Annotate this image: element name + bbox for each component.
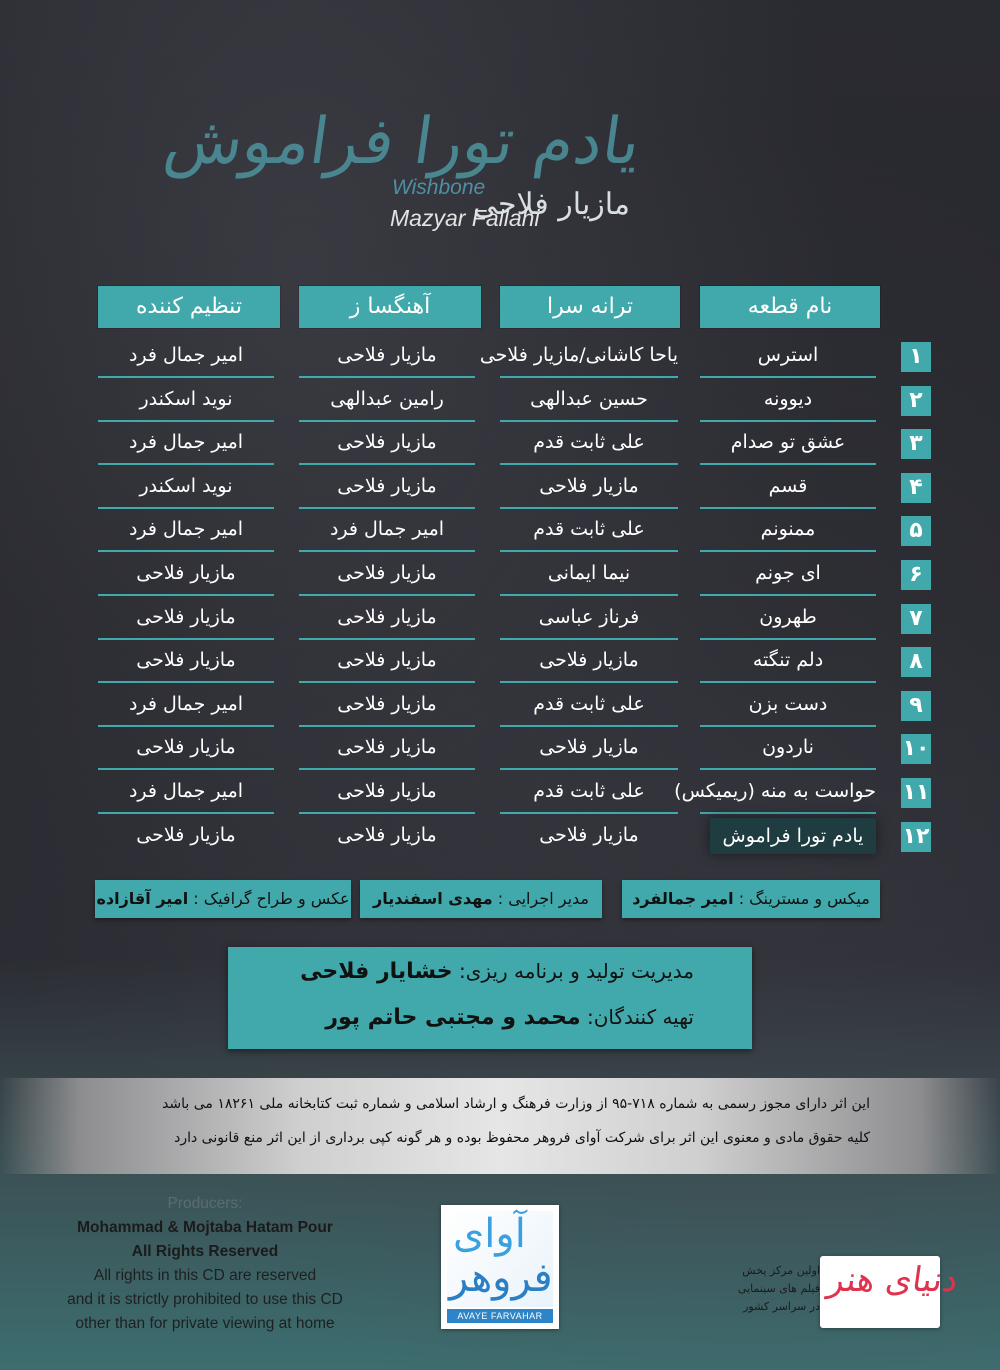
- rights-notice-1: All rights in this CD are reserved: [93, 1267, 317, 1284]
- album-title-fa: یادم تورا فراموش: [159, 105, 646, 179]
- track-12-arranger: مازیار فلاحی: [136, 824, 236, 846]
- track-8-composer: مازیار فلاحی: [299, 639, 475, 683]
- track-11-number-badge: ۱۱: [901, 778, 931, 808]
- distributor-line-2: فیلم های سینمایی: [737, 1282, 820, 1295]
- production-manager-label: مدیریت تولید و برنامه ریزی:: [459, 959, 694, 983]
- track-11-title: حواست به منه (ریمیکس): [700, 770, 876, 814]
- rights-notice-3: other than for private viewing at home: [75, 1315, 335, 1332]
- track-1-lyricist: یاحا کاشانی/مازیار فلاحی: [500, 334, 678, 378]
- track-7-composer: مازیار فلاحی: [299, 596, 475, 640]
- credit-photo-label: عکس و طراح گرافیک :: [193, 889, 350, 908]
- credit-photo-name: امیر آقازاده: [96, 889, 189, 908]
- rights-reserved: All Rights Reserved: [131, 1243, 279, 1260]
- avaye-farvahar-logo: [441, 1205, 559, 1329]
- track-4-composer: مازیار فلاحی: [299, 465, 475, 509]
- track-9-composer: مازیار فلاحی: [299, 683, 475, 727]
- track-10-composer: مازیار فلاحی: [299, 726, 475, 770]
- track-5-composer: امیر جمال فرد: [299, 508, 475, 552]
- track-11-arranger: امیر جمال فرد: [98, 770, 274, 814]
- track-12-title: یادم تورا فراموش: [710, 818, 876, 854]
- track-2-lyricist: حسین عبدالهی: [500, 378, 678, 422]
- credit-photo-graphics: [95, 880, 351, 918]
- track-4-number-badge: ۴: [901, 473, 931, 503]
- track-8-arranger: مازیار فلاحی: [98, 639, 274, 683]
- artist-name-en: Mazyar Fallahi: [390, 205, 540, 231]
- track-7-title: طهرون: [700, 596, 876, 640]
- track-9-arranger: امیر جمال فرد: [98, 683, 274, 727]
- track-2-composer: رامین عبدالهی: [299, 378, 475, 422]
- track-4-lyricist: مازیار فلاحی: [500, 465, 678, 509]
- distributor-tagline: [728, 1262, 820, 1316]
- header-arranger: تنظیم کننده: [98, 286, 280, 328]
- track-5-title: ممنونم: [700, 508, 876, 552]
- producers-heading: Producers:: [167, 1195, 243, 1212]
- brand-logo-text-2: فروهر: [449, 1255, 553, 1301]
- track-3-arranger: امیر جمال فرد: [98, 421, 274, 465]
- track-12-composer: مازیار فلاحی: [337, 824, 437, 846]
- track-12-number-badge: ۱۲: [901, 822, 931, 852]
- production-box: [228, 947, 752, 1049]
- production-manager: [300, 959, 694, 984]
- track-6-arranger: مازیار فلاحی: [98, 552, 274, 596]
- license-band: [0, 1078, 1000, 1174]
- producers-name: محمد و مجتبی حاتم پور: [325, 1005, 581, 1030]
- track-10-title: ناردون: [700, 726, 876, 770]
- track-8-title: دلم تنگته: [700, 639, 876, 683]
- credit-executive-label: مدیر اجرایی :: [497, 889, 589, 908]
- track-1-number-badge: ۱: [901, 342, 931, 372]
- rights-notice-2: and it is strictly prohibited to use this CD: [67, 1291, 343, 1308]
- track-6-composer: مازیار فلاحی: [299, 552, 475, 596]
- track-3-number-badge: ۳: [901, 429, 931, 459]
- track-10-number-badge: ۱۰: [901, 734, 931, 764]
- header-composer: آهنگسا ز: [299, 286, 481, 328]
- track-6-title: ای جونم: [700, 552, 876, 596]
- track-3-title: عشق تو صدام: [700, 421, 876, 465]
- track-5-arranger: امیر جمال فرد: [98, 508, 274, 552]
- track-6-number-badge: ۶: [901, 560, 931, 590]
- credit-mixing-label: میکس و مسترینگ :: [738, 889, 870, 908]
- producers-credit: [325, 1005, 694, 1030]
- producers-label: تهیه کنندگان:: [586, 1005, 694, 1029]
- track-3-lyricist: علی ثابت قدم: [500, 421, 678, 465]
- license-line-2: کلیه حقوق مادی و معنوی این اثر برای شرکت آوای فروهر محفوظ بوده و هر گونه کپی برداری از این اثر منع قانونی دارد: [174, 1130, 870, 1146]
- track-8-number-badge: ۸: [901, 647, 931, 677]
- track-5-lyricist: علی ثابت قدم: [500, 508, 678, 552]
- credit-executive-name: مهدی اسفندیار: [373, 889, 493, 908]
- header-lyricist: ترانه سرا: [500, 286, 680, 328]
- artist-name-fa: مازیار فلاحی: [472, 187, 630, 222]
- track-2-number-badge: ۲: [901, 386, 931, 416]
- donya-honar-logo: [820, 1256, 961, 1328]
- credit-executive: [360, 880, 602, 918]
- license-line-1: این اثر دارای مجوز رسمی به شماره ۷۱۸-۹۵ از وزارت فرهنگ و ارشاد اسلامی و شماره ثبت کتابخانه ملی ۱۸۲۶۱ می باشد: [162, 1096, 870, 1112]
- track-3-composer: مازیار فلاحی: [299, 421, 475, 465]
- track-10-arranger: مازیار فلاحی: [98, 726, 274, 770]
- distributor-line-3: در سراسر کشور: [743, 1300, 820, 1313]
- track-7-lyricist: فرناز عباسی: [500, 596, 678, 640]
- track-11-composer: مازیار فلاحی: [299, 770, 475, 814]
- track-9-title: دست بزن: [700, 683, 876, 727]
- track-10-lyricist: مازیار فلاحی: [500, 726, 678, 770]
- album-title-en: Wishbone: [392, 176, 486, 199]
- track-11-lyricist: علی ثابت قدم: [500, 770, 678, 814]
- header-track-name: نام قطعه: [700, 286, 880, 328]
- track-7-arranger: مازیار فلاحی: [98, 596, 274, 640]
- track-1-composer: مازیار فلاحی: [299, 334, 475, 378]
- track-8-lyricist: مازیار فلاحی: [500, 639, 678, 683]
- track-7-number-badge: ۷: [901, 604, 931, 634]
- brand-logo-en: AVAYE FARVAHAR: [447, 1309, 553, 1323]
- track-4-arranger: نوید اسکندر: [98, 465, 274, 509]
- track-6-lyricist: نیما ایمانی: [500, 552, 678, 596]
- brand-logo-text-1: آوای: [453, 1211, 526, 1257]
- track-12-lyricist: مازیار فلاحی: [539, 824, 639, 846]
- track-9-number-badge: ۹: [901, 691, 931, 721]
- track-1-arranger: امیر جمال فرد: [98, 334, 274, 378]
- track-9-lyricist: علی ثابت قدم: [500, 683, 678, 727]
- track-5-number-badge: ۵: [901, 516, 931, 546]
- credit-mixing-name: امیر جمالفرد: [632, 889, 734, 908]
- producers-names: Mohammad & Mojtaba Hatam Pour: [77, 1219, 333, 1236]
- production-manager-name: خشایار فلاحی: [300, 959, 453, 984]
- track-2-title: دیوونه: [700, 378, 876, 422]
- producers-notice: [40, 1192, 370, 1336]
- track-2-arranger: نوید اسکندر: [98, 378, 274, 422]
- track-4-title: قسم: [700, 465, 876, 509]
- credit-mixing: [622, 880, 880, 918]
- distributor-logo-text: دنیای هنر: [825, 1260, 961, 1300]
- distributor-line-1: اولین مرکز پخش: [742, 1264, 820, 1277]
- track-1-title: استرس: [700, 334, 876, 378]
